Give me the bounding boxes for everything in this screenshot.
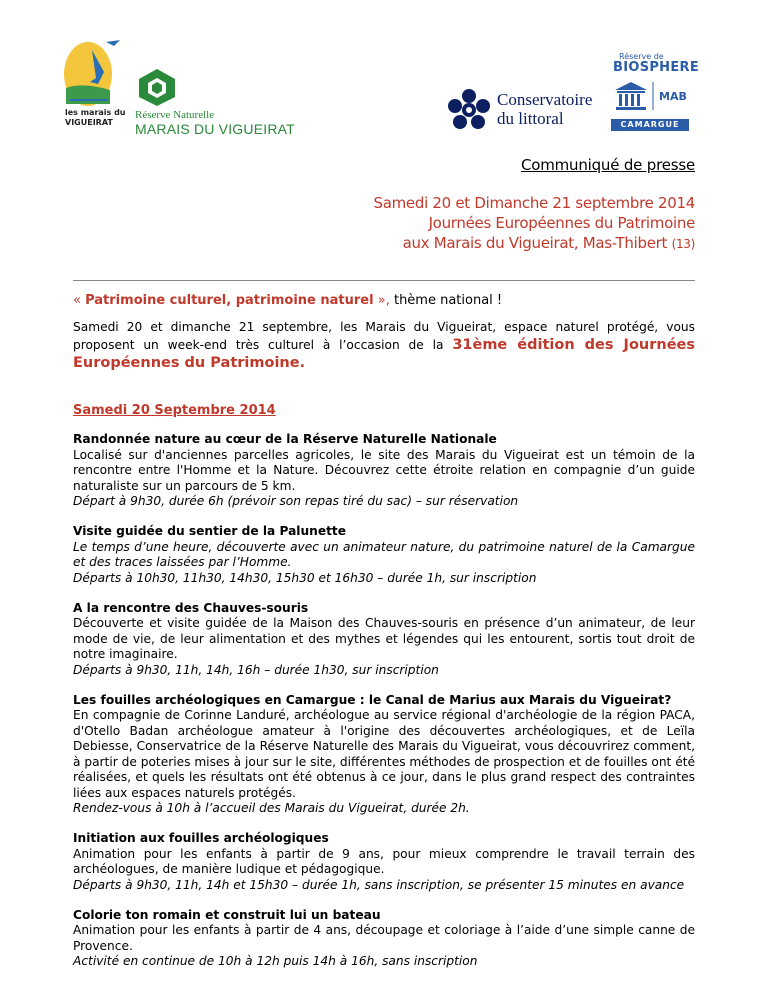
event-title: Les fouilles archéologiques en Camargue : le Canal de Marius aux Marais du Vigueirat? — [73, 692, 672, 707]
event-title: Randonnée nature au cœur de la Réserve Naturelle Nationale — [73, 432, 497, 446]
event-info: Départs à 9h30, 11h, 14h, 16h – durée 1h30, sur inscription — [73, 662, 439, 677]
event-description: En compagnie de Corinne Landuré, archéologue au service régional d'archéologie de la région PACA, d'Otello Badan archéologue amateur à l'origine des découvertes archéologiques, et de Leïla Debiesse, Conservatrice de la Réserve Naturelle des Marais du Vigueirat, vous découvrirez comment, à partir de poteries mises à jour sur le site, différentes méthodes de prospection et de fouilles ont été réalisées, et quels les résultats ont été obtenus à ce jour, dans le plus grand respect des contraintes liées aux espaces naturels protégés. — [73, 708, 695, 800]
heron-icon — [62, 38, 132, 110]
reserve-logo-line2: MARAIS DU VIGUEIRAT — [135, 121, 295, 137]
event-headline — [374, 193, 696, 254]
conservatoire-line1: Conservatoire — [497, 90, 593, 109]
divider — [73, 280, 695, 281]
vigueirat-logo-line2: VIGUEIRAT — [65, 118, 113, 127]
event-item — [73, 524, 695, 586]
theme-title: Patrimoine culturel, patrimoine naturel — [85, 293, 374, 308]
turtle-icon — [135, 66, 179, 108]
theme-suffix: thème national ! — [393, 293, 503, 308]
event-description: Découverte et visite guidée de la Maison des Chauves-souris en présence d’un animateur, de leur mode de vie, de leur alimentation et des mythes et légendes qui les entourent, sortis tout droit de notre imaginaire. — [73, 616, 695, 662]
event-title: Colorie ton romain et construit lui un bateau — [73, 907, 381, 922]
day-heading: Samedi 20 Septembre 2014 — [73, 403, 276, 418]
star-flower-icon — [445, 86, 493, 132]
event-description: Le temps d’une heure, découverte avec un animateur nature, du patrimoine naturel de la Camargue et des traces laissées par l’Homme. — [73, 539, 695, 570]
marais-vigueirat-logo — [62, 38, 132, 138]
quote-close: », — [377, 293, 390, 308]
intro-paragraph — [73, 318, 695, 372]
camargue-label: CAMARGUE — [611, 119, 689, 131]
event-list — [73, 432, 695, 985]
event-description: Animation pour les enfants à partir de 4 ans, découpage et coloriage à l’aide d’une simple canne de Provence. — [73, 923, 695, 953]
conservatoire-littoral-logo — [445, 86, 615, 136]
press-release-title: Communiqué de presse — [520, 156, 695, 174]
event-info: Rendez-vous à 10h à l’accueil des Marais du Vigueirat, durée 2h. — [73, 801, 470, 816]
headline-location — [374, 233, 696, 254]
logo-header — [62, 38, 702, 138]
national-theme — [73, 292, 695, 310]
headline-location-text: aux Marais du Vigueirat, Mas-Thibert — [402, 234, 668, 252]
event-title: Initiation aux fouilles archéologiques — [73, 831, 329, 846]
headline-department: (13) — [671, 237, 695, 251]
event-description: Localisé sur d'anciennes parcelles agricoles, le site des Marais du Vigueirat est un témoin de la rencontre entre l'Homme et la Nature. Découvrez cette étroite relation en compagnie d’un guide naturaliste sur un parcours de 5 km. — [73, 447, 695, 493]
reserve-naturelle-logo — [135, 66, 295, 136]
event-info: Départ à 9h30, durée 6h (prévoir son repas tiré du sac) – sur réservation — [73, 494, 519, 508]
event-description: Animation pour les enfants à partir de 9 ans, pour mieux comprendre le travail terrain des archéologues, de manière ludique et pédagogique. — [73, 846, 695, 877]
conservatoire-line2: du littoral — [497, 109, 564, 128]
reserve-logo-line1: Réserve Naturelle — [135, 109, 215, 121]
headline-event: Journées Européennes du Patrimoine — [428, 214, 695, 232]
event-item — [73, 601, 695, 679]
biosphere-line2: BIOSPHERE — [613, 60, 700, 75]
event-info: Départs à 10h30, 11h30, 14h30, 15h30 et 16h30 – durée 1h, sur inscription — [73, 570, 537, 585]
event-title: Visite guidée du sentier de la Palunette — [73, 524, 347, 539]
event-item — [73, 831, 695, 893]
event-info: Activité en continue de 10h à 12h puis 14h à 16h, sans inscription — [73, 954, 478, 969]
event-title: A la rencontre des Chauves-souris — [73, 600, 309, 615]
intro-text: Samedi 20 et dimanche 21 septembre, les Marais du Vigueirat, espace naturel protégé, vous proposent un week-end très culturel à l’occasion de la — [73, 320, 695, 352]
biosphere-line1: Réserve de — [619, 52, 664, 61]
event-item — [73, 908, 695, 970]
event-info: Départs à 9h30, 11h, 14h et 15h30 – durée 1h, sans inscription, se présenter 15 minutes en avance — [73, 877, 685, 892]
intro-highlight: 31ème édition des Journées Européennes du Patrimoine. — [73, 337, 695, 371]
mab-label: MAB — [659, 90, 687, 103]
quote-open: « — [73, 293, 81, 308]
event-item — [73, 693, 695, 817]
headline-dates: Samedi 20 et Dimanche 21 septembre 2014 — [373, 194, 695, 212]
biosphere-reserve-logo — [611, 52, 700, 132]
vigueirat-logo-line1: les marais du — [65, 108, 126, 117]
event-item — [73, 432, 695, 510]
